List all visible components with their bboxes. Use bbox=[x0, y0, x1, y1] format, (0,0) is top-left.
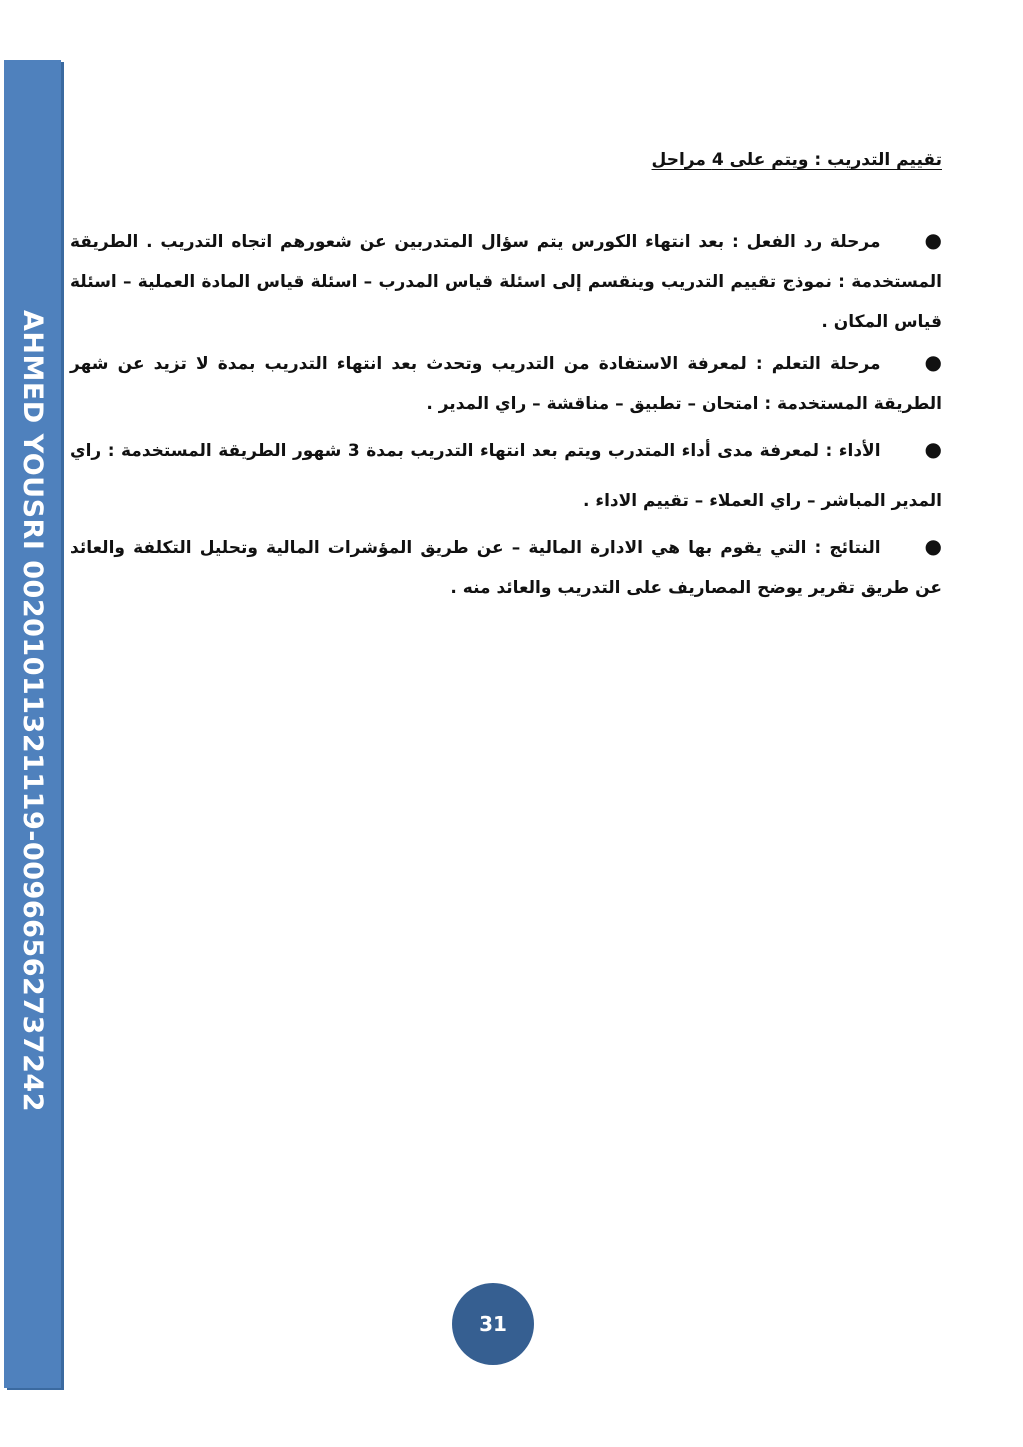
side-banner-text: AHMED YOUSRI 00201011321119-00966562737242 bbox=[17, 310, 48, 1112]
document-body bbox=[70, 140, 942, 608]
list-item-text: مرحلة رد الفعل : بعد انتهاء الكورس يتم سؤال المتدربين عن شعورهم اتجاه التدريب . الطريقة المستخدمة : نموذج تقييم التدريب وينقسم إلى اسئلة قياس المدرب – اسئلة قياس المادة العملية – اسئلة قياس المكان . bbox=[70, 232, 942, 332]
list-item-text: النتائج : التي يقوم بها هي الادارة المالية – عن طريق المؤشرات المالية وتحليل التكلفة والعائد عن طريق تقرير يوضح المصاريف على التدريب والعائد منه . bbox=[70, 538, 942, 598]
bullet-icon: ● bbox=[924, 534, 942, 558]
list-item-text: مرحلة التعلم : لمعرفة الاستفادة من التدريب وتحدث بعد انتهاء التدريب بمدة لا تزيد عن شهر الطريقة المستخدمة : امتحان – تطبيق – مناقشة – راي المدير . bbox=[70, 354, 942, 414]
page-number: 31 bbox=[479, 1312, 507, 1336]
list-item-text: الأداء : لمعرفة مدى أداء المتدرب ويتم بعد انتهاء التدريب بمدة 3 شهور الطريقة المستخدمة : راي المدير المباشر – راي العملاء – تقييم الاداء . bbox=[70, 441, 942, 511]
page-number-badge bbox=[452, 1283, 534, 1365]
bullet-icon: ● bbox=[924, 437, 942, 461]
section-heading: تقييم التدريب : ويتم على 4 مراحل bbox=[651, 150, 942, 170]
list-item bbox=[70, 342, 942, 424]
list-item bbox=[70, 526, 942, 608]
list-item bbox=[70, 220, 942, 342]
bullet-icon: ● bbox=[924, 228, 942, 252]
list-item bbox=[70, 424, 942, 526]
bullet-icon: ● bbox=[924, 350, 942, 374]
